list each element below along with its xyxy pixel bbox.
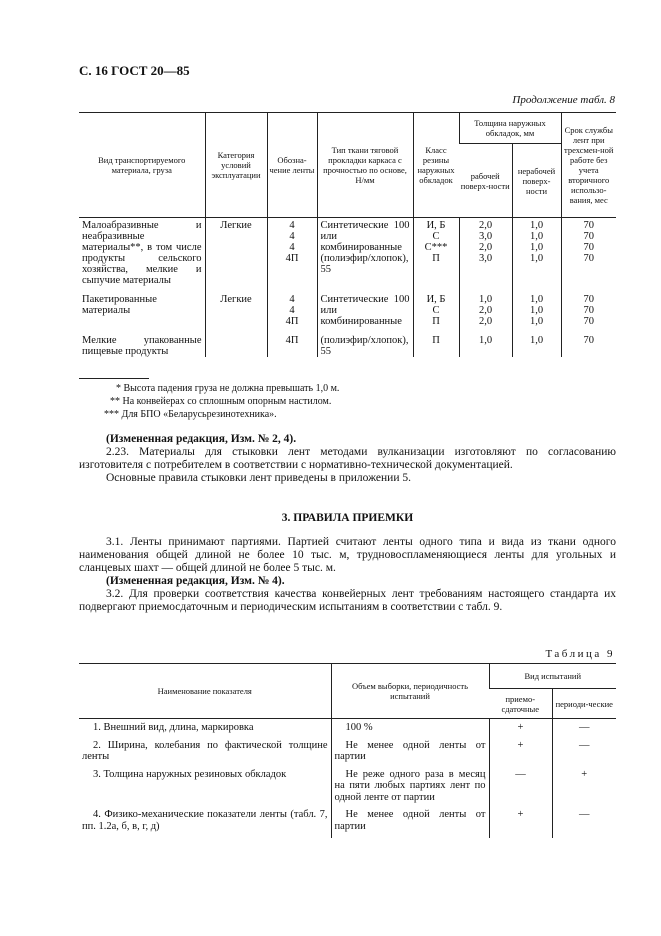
working-value: 2,0 xyxy=(478,305,493,316)
cell-material: Мелкие упакованные пищевые продукты xyxy=(82,335,202,357)
cell-material: Малоабразивные и неабразивные материалы**, в том числе продукты сельского хозяйства, мелкие и сыпучие материалы xyxy=(82,220,202,286)
nonworking-value: 1,0 xyxy=(529,253,544,264)
cell-designation xyxy=(267,327,317,357)
table-row xyxy=(79,286,616,327)
table-row xyxy=(79,769,616,810)
cell-nonworking xyxy=(512,327,561,357)
th-fabric: Тип ткани тяговой прокладки каркаса с прочностью по основе, Н/мм xyxy=(317,113,413,218)
life-value: 70 xyxy=(583,294,594,305)
cell-indicator: 1. Внешний вид, длина, маркировка xyxy=(93,722,254,733)
working-value: 3,0 xyxy=(478,253,493,264)
cell-acceptance: — xyxy=(489,769,552,810)
designation-value: 4П xyxy=(285,253,299,264)
cover-class-value: П xyxy=(432,253,440,264)
cell-indicator: 4. Физико-механические показатели ленты (табл. 7, пп. 1.2а, б, в, г, д) xyxy=(82,809,328,832)
th-material: Вид транспортируемого материала, груза xyxy=(79,113,205,218)
cell-acceptance: + xyxy=(489,809,552,838)
nonworking-value: 1,0 xyxy=(529,242,544,253)
cell-sample: 100 % xyxy=(331,719,489,740)
table-row xyxy=(79,740,616,769)
life-value: 70 xyxy=(583,242,594,253)
cell-sample: Не менее одной ленты от партии xyxy=(331,809,489,838)
paragraph-2-23: 2.23. Материалы для стыковки лент методами вулканизации изготовляют по согласованию изготовителя с потребителем в соответствии с нормативно-технической документацией. xyxy=(79,446,616,471)
page-header: С. 16 ГОСТ 20—85 xyxy=(79,63,190,78)
life-value: 70 xyxy=(583,305,594,316)
footnote-divider xyxy=(79,378,149,379)
cell-working xyxy=(459,327,512,357)
cell-working xyxy=(459,218,512,287)
paragraph-3-2: 3.2. Для проверки соответствия качества конвейерных лент требованиям настоящего стандарта их подвергают приемосдаточным и периодическим испытаниям в соответствии с табл. 9. xyxy=(79,588,616,613)
designation-value: 4 xyxy=(289,242,295,253)
cell-life xyxy=(561,218,616,287)
th-designation: Обозна-чение ленты xyxy=(267,113,317,218)
working-value: 2,0 xyxy=(478,316,493,327)
working-value: 1,0 xyxy=(478,294,493,305)
cell-acceptance: + xyxy=(489,740,552,769)
th-acceptance: приемо-сдаточные xyxy=(489,689,552,719)
designation-value: 4 xyxy=(289,294,295,305)
cell-indicator: 3. Толщина наружных резиновых обкладок xyxy=(93,768,287,780)
designation-value: 4 xyxy=(289,305,295,316)
cell-sample: Не менее одной ленты от партии xyxy=(331,740,489,769)
table-continuation-label: Продолжение табл. 8 xyxy=(512,94,615,106)
table-9 xyxy=(79,663,616,838)
cell-fabric: (полиэфир/хлопок), 55 xyxy=(317,327,413,357)
footnote: * Высота падения груза не должна превышать 1,0 м. xyxy=(116,383,340,394)
nonworking-value: 1,0 xyxy=(529,294,544,305)
table-9-label: Таблица 9 xyxy=(545,648,615,660)
th-periodic: периоди-ческие xyxy=(552,689,616,719)
th-thickness: Толщина наружных обкладок, мм xyxy=(459,113,561,144)
amendment-note: (Измененная редакция, Изм. № 4). xyxy=(106,575,285,587)
th-sample: Объем выборки, периодичность испытаний xyxy=(331,664,489,719)
cell-periodic: + xyxy=(552,769,616,810)
cell-periodic: — xyxy=(552,809,616,838)
cover-class-value: П xyxy=(432,316,440,327)
cell-category xyxy=(205,327,267,357)
working-value: 2,0 xyxy=(478,242,493,253)
th-indicator: Наименование показателя xyxy=(79,664,331,719)
nonworking-value: 1,0 xyxy=(529,316,544,327)
cell-cover-class xyxy=(413,327,459,357)
nonworking-value: 1,0 xyxy=(529,220,544,231)
cell-nonworking xyxy=(512,218,561,287)
table-8 xyxy=(79,112,616,357)
table-row xyxy=(79,809,616,838)
working-value: 3,0 xyxy=(478,231,493,242)
cover-class-value: И, Б xyxy=(426,220,446,231)
cell-indicator: 2. Ширина, колебания по фактической толщине ленты xyxy=(82,739,328,762)
life-value: 70 xyxy=(583,220,594,231)
life-value: 70 xyxy=(583,231,594,242)
table-row xyxy=(79,218,616,287)
life-value: 70 xyxy=(583,253,594,264)
cell-cover-class xyxy=(413,218,459,287)
cell-category: Легкие xyxy=(205,286,267,327)
footnote: *** Для БПО «Беларусьрезинотехника». xyxy=(104,409,277,420)
footnote: ** На конвейерах со сплошным опорным настилом. xyxy=(110,396,332,407)
th-test-type: Вид испытаний xyxy=(489,664,616,689)
th-category: Категория условий эксплуатации xyxy=(205,113,267,218)
cell-category: Легкие xyxy=(205,218,267,287)
working-value: 2,0 xyxy=(478,220,493,231)
cell-life xyxy=(561,286,616,327)
designation-value: 4 xyxy=(289,231,295,242)
th-service-life: Срок службы лент при трехсмен-ной работе без учета вторичного использо-вания, мес xyxy=(561,113,616,218)
nonworking-value: 1,0 xyxy=(529,335,544,346)
paragraph-splicing-rules: Основные правила стыковки лент приведены в приложении 5. xyxy=(106,472,411,484)
cover-class-value: С*** xyxy=(424,242,448,253)
cell-acceptance: + xyxy=(489,719,552,740)
nonworking-value: 1,0 xyxy=(529,231,544,242)
cell-material: Пакетированные материалы xyxy=(82,294,157,316)
cover-class-value: И, Б xyxy=(426,294,446,305)
th-nonworking-side: нерабочей поверх-ности xyxy=(512,144,561,218)
cell-periodic: — xyxy=(552,719,616,740)
designation-value: 4П xyxy=(285,335,299,346)
life-value: 70 xyxy=(583,335,594,346)
table-row xyxy=(79,327,616,357)
th-working-side: рабочей поверх-ности xyxy=(459,144,512,218)
designation-value: 4 xyxy=(289,220,295,231)
amendment-note: (Измененная редакция, Изм. № 2, 4). xyxy=(106,433,297,445)
section-title: 3. ПРАВИЛА ПРИЕМКИ xyxy=(281,512,414,524)
cell-periodic: — xyxy=(552,740,616,769)
cover-class-value: П xyxy=(432,335,440,346)
cell-life xyxy=(561,327,616,357)
th-cover-class: Класс резины наружных обкладок xyxy=(413,113,459,218)
cell-cover-class xyxy=(413,286,459,327)
cell-fabric: Синтетические 100 или комбинированные (полиэфир/хлопок), 55 xyxy=(317,218,413,287)
cover-class-value: С xyxy=(432,231,440,242)
working-value: 1,0 xyxy=(478,335,493,346)
cell-nonworking xyxy=(512,286,561,327)
cell-designation xyxy=(267,286,317,327)
life-value: 70 xyxy=(583,316,594,327)
cell-working xyxy=(459,286,512,327)
paragraph-3-1: 3.1. Ленты принимают партиями. Партией считают ленты одного типа и вида из ткани одного наименования общей длиной не более 10 тыс. м, трудновоспламеняющиеся ленты для угольных и сланцевых шахт — общей длиной не более 5 тыс. м. xyxy=(79,536,616,574)
designation-value: 4П xyxy=(285,316,299,327)
cell-designation xyxy=(267,218,317,287)
cover-class-value: С xyxy=(432,305,440,316)
nonworking-value: 1,0 xyxy=(529,305,544,316)
cell-fabric: Синтетические 100 или комбинированные xyxy=(317,286,413,327)
table-row xyxy=(79,719,616,740)
cell-sample: Не реже одного раза в месяц на пяти любых партиях лент по одной ленте от партии xyxy=(331,769,489,810)
